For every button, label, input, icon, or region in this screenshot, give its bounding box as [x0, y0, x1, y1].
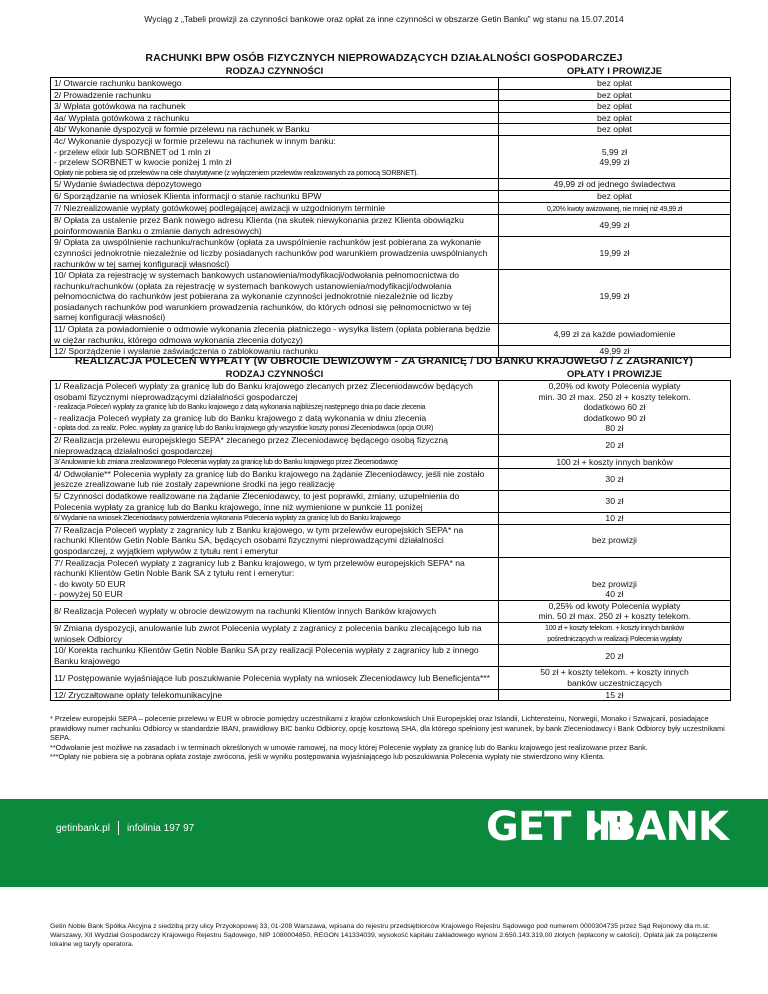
fee-cell: bez opłat — [499, 78, 731, 90]
legal-notice: Getin Noble Bank Spółka Akcyjna z siedzibą przy ulicy Przyokopowej 33, 01-208 Warszawa, wpisana do rejestru przedsiębiorców Krajowego Rejestru Sądowego pod numerem 0000304735 przez Sąd Rejonowy dla m.st. Warszawy, XII Wydział Gospodarczy Krajowego Rejestru Sądowego, NIP 1080004850, REGON 141334039, wysokość kapitału zakładowego wynosi 2.650.143.319,00 złotych (wpłacony w całości). Opłata jak za połączenie lokalne wg taryfy operatora. — [50, 923, 718, 948]
col-header-fees: OPŁATY I PROWIZJE — [499, 66, 731, 78]
table-row — [51, 78, 731, 90]
activity-note: Opłaty nie pobiera się od przelewów na cele charytatywne (z wyłączeniem przelewów realizowanych za pomocą SORBNET). — [54, 168, 418, 177]
activity-cell: 11/ Opłata za powiadomienie o odmowie wykonania zlecenia płatniczego - wysyłka listem (opłata pobierana będzie w ciężar rachunku, którego odmowa wykonania zlecenia dotyczy) — [51, 324, 499, 346]
fee-cell — [499, 623, 731, 645]
table-row — [51, 112, 731, 124]
fee-line: bez prowizji — [592, 578, 637, 589]
fee-cell: bez opłat — [499, 89, 731, 101]
activity-cell: 9/ Opłata za uwspólnienie rachunku/rachunków (opłata za uwspólnienie rachunków jest pobierana za wykonanie czynności jednokrotnie niezależnie od liczby posiadanych rachunków pod warunkiem prowadzenia uwspólnianych rachunków w tej samej konfiguracji własności) — [51, 237, 499, 270]
activity-line: 6/ Wydanie na wniosek Zleceniodawcy potwierdzenia wykonania Polecenia wypłaty za granicę lub do Banku krajowego — [54, 514, 401, 523]
activity-cell: 9/ Zmiana dyspozycji, anulowanie lub zwrot Polecenia wypłaty z zagranicy z polecenia banku zlecającego lub na wniosek Odbiorcy — [51, 623, 499, 645]
activity-cell: 10/ Opłata za rejestrację w systemach bankowych ustanowienia/modyfikacji/odwołania pełnomocnictwa do rachunku/rachunków (opłata za rejestrację w systemach bankowych ustanowienia/modyfikacji/odwołania pełnomocnictwa do rachunków jest pobierana za wykonanie czynności jednokrotnie niezależnie od liczby posiadanych rachunków pod warunkiem prowadzenia rachunków, do których odnosi się pełnomocnictwo w tej samej konfiguracji własności) — [51, 270, 499, 324]
col-header-fees: OPŁATY I PROWIZJE — [499, 369, 731, 381]
activity-line: - przelew SORBNET w kwocie poniżej 1 mln zł — [54, 157, 232, 168]
table-row — [51, 237, 731, 270]
table-row — [51, 89, 731, 101]
table-row — [51, 135, 731, 178]
footnote: * Przelew europejski SEPA – polecenie przelewu w EUR w obrocie pomiędzy uczestnikami z krajów członkowskich Unii Europejskiej oraz Islandii, Lichtensteinu, Norwegii, Monako i Szwajcarii, posiadające prawidłowy numer rachunku Odbiorcy w standardzie IBAN, prawidłowy BIC banku Odbiorcy, opcję kosztową SHA, dla którego spełniony jest warunek, by bank Zleceniodawcy i Bank Odbiorcy były uczestnikami SEPA. — [50, 714, 725, 743]
fee-cell: bez opłat — [499, 190, 731, 202]
table-row — [51, 645, 731, 667]
activity-line: - do kwoty 50 EUR — [54, 578, 126, 589]
activity-cell: 12/ Zryczałtowane opłaty telekomunikacyjne — [51, 689, 499, 701]
activity-line: - powyżej 50 EUR — [54, 589, 123, 600]
fees-table-transfers — [50, 369, 731, 701]
table-row — [51, 381, 731, 435]
activity-cell: 7/ Realizacja Poleceń wypłaty z zagranicy lub z Banku krajowego, w tym przelewów europejskich SEPA* na rachunki Klientów Getin Noble Banku SA, będących osobami fizycznymi nieprowadzącymi działalności gospodarczej, z wyjątkiem wpływów z tytułu rent i emerytur — [51, 524, 499, 557]
fee-cell: 10 zł — [499, 513, 731, 525]
table-row — [51, 667, 731, 689]
activity-line: - realizacja Poleceń wypłaty za granicę lub do Banku krajowego z datą wykonania najbliższej następnego dnia po dacie zlecenia — [54, 403, 426, 412]
activity-cell: 4a/ Wypłata gotówkowa z rachunku — [51, 112, 499, 124]
fee-line: min. 30 zł max. 250 zł + koszty telekom. — [538, 391, 691, 402]
fee-line: 40 zł — [605, 589, 624, 600]
activity-cell: 5/ Czynności dodatkowe realizowane na żądanie Zleceniodawcy, to jest poprawki, zmiany, uzupełnienia do Polecenia wypłaty za granicę lub do Banku krajowego, inne niż wymienione w punkcie 11 poniżej — [51, 490, 499, 512]
table-row — [51, 600, 731, 622]
fee-cell: 19,99 zł — [499, 270, 731, 324]
footnotes — [50, 714, 740, 762]
activity-line: - opłata dod. za realiz. Polec. wypłaty za granicę lub do Banku krajowego gdy wszystkie koszty ponosi Zleceniodawca (opcja OUR) — [54, 424, 434, 433]
fee-line: 0,25% od kwoty Polecenia wypłaty — [548, 600, 681, 611]
activity-line: 3/ Anulowanie lub zmiana zrealizowanego Polecenia wypłaty za granicę lub do Banku krajowego przez Zleceniodawcę — [54, 458, 398, 467]
activity-cell: 6/ Sporządzanie na wniosek Klienta informacji o stanie rachunku BPW — [51, 190, 499, 202]
brand-footer — [0, 799, 768, 887]
table-row — [51, 689, 731, 701]
fee-line: 80 zł — [605, 423, 624, 434]
logo-arrow-icon — [592, 819, 604, 835]
fee-line: banków uczestniczących — [567, 678, 662, 689]
table-row — [51, 324, 731, 346]
table-row — [51, 524, 731, 557]
fee-cell: bez opłat — [499, 112, 731, 124]
fee-cell: 49,99 zł od jednego świadectwa — [499, 179, 731, 191]
col-header-activity: RODZAJ CZYNNOŚCI — [51, 66, 499, 78]
activity-cell: 5/ Wydanie świadectwa depozytowego — [51, 179, 499, 191]
fee-line: 100 zł + koszty telekom. + koszty innych banków — [545, 624, 684, 633]
activity-cell: 2/ Prowadzenie rachunku — [51, 89, 499, 101]
website-link[interactable]: getinbank.pl — [56, 822, 110, 834]
fee-line: 0,20% od kwoty Polecenia wypłaty — [548, 381, 681, 391]
activity-cell: 7/ Niezrealizowanie wypłaty gotówkowej podlegającej awizacji w uzgodnionym terminie — [51, 202, 499, 215]
fee-cell — [499, 557, 731, 600]
activity-cell: 8/ Realizacja Poleceń wypłaty w obrocie dewizowym na rachunki Klientów innych Banków krajowych — [51, 600, 499, 622]
fee-cell: 49,99 zł — [499, 346, 731, 358]
divider — [118, 821, 119, 835]
logo-text-getin: GET IN — [486, 804, 630, 850]
activity-line: - realizacja Poleceń wypłaty za granicę lub do Banku krajowego z datą wykonania w dniu zlecenia — [54, 412, 427, 423]
fee-line: 49,99 zł — [599, 157, 630, 168]
fee-cell: 100 zł + koszty innych banków — [499, 457, 731, 469]
fee-cell — [499, 667, 731, 689]
footnote: **Odwołanie jest możliwe na zasadach i w terminach określonych w umowie ramowej, na mocy której Polecenie wypłaty za granicę lub do Banku krajowego jest realizowane przez Bank. — [50, 742, 648, 752]
activity-cell: 8/ Opłata za ustalenie przez Bank nowego adresu Klienta (na skutek niewykonania przez Klienta obowiązku poinformowania Banku o zmianie danych adresowych) — [51, 215, 499, 237]
table-row — [51, 190, 731, 202]
fee-cell — [499, 202, 731, 215]
table-row — [51, 270, 731, 324]
table-row — [51, 623, 731, 645]
fee-cell: 15 zł — [499, 689, 731, 701]
fee-line: 0,20% kwoty awizowanej, nie mniej niż 49,99 zł — [546, 204, 683, 213]
activity-cell — [51, 457, 499, 469]
fee-line: min. 50 zł max. 250 zł + koszty telekom. — [538, 611, 691, 622]
section2-title: REALIZACJA POLECEŃ WYPŁATY (W OBROCIE DEWIZOWYM - ZA GRANICĘ / DO BANKU KRAJOWEGO / Z ZAGRANICY) — [74, 355, 693, 367]
fee-line: dodatkowo 60 zł — [583, 402, 646, 413]
fee-cell: 30 zł — [499, 490, 731, 512]
table-row — [51, 124, 731, 136]
fee-cell: bez opłat — [499, 124, 731, 136]
table-row — [51, 457, 731, 469]
activity-line: 1/ Realizacja Poleceń wypłaty za granicę lub do Banku krajowego zlecanych przez Zleceniodawców będących osobami fizycznymi nieprowadzącymi działalności gospodarczej — [54, 381, 473, 402]
table-row — [51, 179, 731, 191]
activity-line: 4c/ Wykonanie dyspozycji w formie przelewu na rachunek w innym banku: — [54, 135, 336, 146]
fee-cell: 20 zł — [499, 645, 731, 667]
activity-cell: 1/ Otwarcie rachunku bankowego — [51, 78, 499, 90]
footnote: ***Opłaty nie pobiera się a pobrana opłata zostaje zwrócona, jeśli w wyniku postępowania wyjaśniającego lub poszukiwania Polecenia wypłaty nie stwierdzono winy Klienta. — [50, 752, 605, 762]
document-header: Wyciąg z „Tabeli prowizji za czynności bankowe oraz opłat za inne czynności w obszarze Getin Banku” wg stanu na 15.07.2014 — [144, 14, 624, 24]
table-row — [51, 490, 731, 512]
fee-line: 5,99 zł — [601, 146, 628, 157]
activity-cell: 3/ Wpłata gotówkowa na rachunek — [51, 101, 499, 113]
fee-line: pośredniczących w realizacji Polecenia wypłaty — [547, 634, 682, 643]
table-row — [51, 202, 731, 215]
fee-cell: 49,99 zł — [499, 215, 731, 237]
fee-line: 50 zł + koszty telekom. + koszty innych — [540, 667, 689, 678]
logo-text-bank: BANK — [606, 804, 728, 850]
fee-cell: bez opłat — [499, 101, 731, 113]
activity-line: 7'/ Realizacja Poleceń wypłaty z zagranicy lub z Banku krajowego, w tym przelewów europejskich SEPA* na rachunki Klientów Getin Noble Bank SA z tytułu rent i emerytur: — [54, 557, 465, 579]
table-row — [51, 468, 731, 490]
activity-cell — [51, 513, 499, 525]
activity-cell — [51, 557, 499, 600]
activity-cell: 4/ Odwołanie** Polecenia wypłaty za granicę lub do Banku krajowego na żądanie Zleceniodawcy, jeśli nie zostało jeszcze zrealizowane lub nie zostały zapewnione środki na jego realizację — [51, 468, 499, 490]
table-row — [51, 513, 731, 525]
table-row — [51, 557, 731, 600]
col-header-activity: RODZAJ CZYNNOŚCI — [51, 369, 499, 381]
fee-cell — [499, 381, 731, 435]
activity-cell: 11/ Postępowanie wyjaśniające lub poszukiwanie Polecenia wypłaty na wniosek Zleceniodawcy lub Beneficjenta*** — [51, 667, 499, 689]
activity-cell: 4b/ Wykonanie dyspozycji w formie przelewu na rachunek w Banku — [51, 124, 499, 136]
table-row — [51, 434, 731, 456]
activity-cell: 12/ Sporządzenie i wysłanie zaświadczenia o zablokowaniu rachunku — [51, 346, 499, 358]
activity-cell: 10/ Korekta rachunku Klientów Getin Noble Banku SA przy realizacji Polecenia wypłaty z zagranicy lub z innego Banku krajowego — [51, 645, 499, 667]
activity-cell: 2/ Realizacja przelewu europejskiego SEPA* zlecanego przez Zleceniodawcę będącego osobą fizyczną nieprowadzącą działalności gospodarczej — [51, 434, 499, 456]
activity-cell — [51, 381, 499, 435]
section1-title: RACHUNKI BPW OSÓB FIZYCZNYCH NIEPROWADZĄCYCH DZIAŁALNOŚCI GOSPODARCZEJ — [145, 52, 623, 64]
hotline-text: infolinia 197 97 — [126, 822, 195, 834]
table-row — [51, 101, 731, 113]
fee-cell: bez prowizji — [499, 524, 731, 557]
activity-cell — [51, 135, 499, 178]
fee-cell: 30 zł — [499, 468, 731, 490]
footer-contact — [56, 821, 194, 835]
fees-table-accounts — [50, 66, 731, 358]
fee-cell — [499, 135, 731, 178]
activity-line: - przelew elixir lub SORBNET od 1 mln zł — [54, 146, 211, 157]
fee-cell — [499, 600, 731, 622]
fee-cell: 19,99 zł — [499, 237, 731, 270]
getin-bank-logo — [486, 804, 728, 850]
fee-cell: 4,99 zł za każde powiadomienie — [499, 324, 731, 346]
fee-line: dodatkowo 90 zł — [583, 412, 646, 423]
fee-cell: 20 zł — [499, 434, 731, 456]
table-row — [51, 215, 731, 237]
